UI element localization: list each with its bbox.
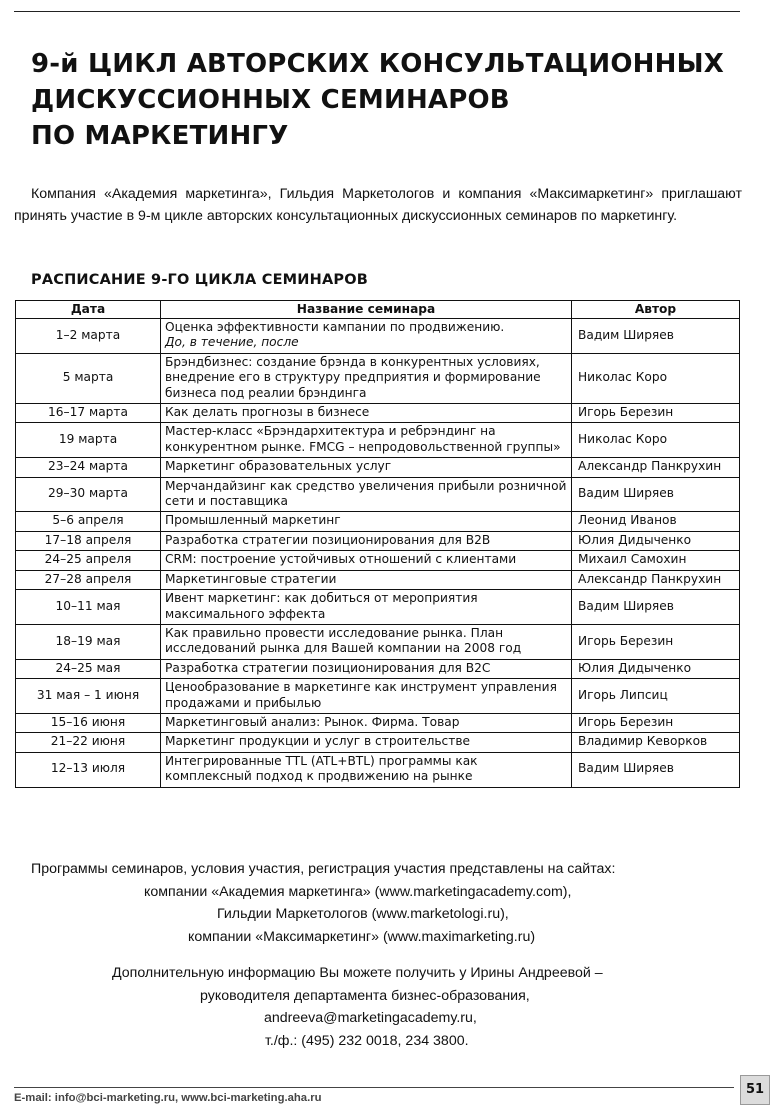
seminar-name: Маркетинговый анализ: Рынок. Фирма. Товар <box>165 714 460 729</box>
schedule-body <box>16 319 740 788</box>
top-rule <box>14 11 740 12</box>
column-header-date: Дата <box>16 301 161 319</box>
table-row <box>16 733 740 752</box>
table-header-row <box>16 301 740 319</box>
seminar-author: Игорь Березин <box>572 404 740 423</box>
seminar-date: 12–13 июля <box>16 752 161 787</box>
seminar-name: CRM: построение устойчивых отношений с клиентами <box>165 552 517 567</box>
contact-email: andreeva@marketingacademy.ru, <box>264 1010 477 1026</box>
seminar-author: Михаил Самохин <box>572 551 740 570</box>
seminar-name: Промышленный маркетинг <box>165 513 341 528</box>
schedule-table <box>15 300 740 788</box>
seminar-date: 10–11 мая <box>16 590 161 625</box>
seminar-date: 16–17 марта <box>16 404 161 423</box>
seminar-name: Ивент маркетинг: как добиться от мероприятия максимального эффекта <box>165 591 478 621</box>
seminar-name-cell <box>161 423 572 458</box>
seminar-author: Вадим Ширяев <box>572 319 740 354</box>
seminar-name-cell <box>161 679 572 714</box>
page-number: 51 <box>740 1075 770 1105</box>
seminar-name-cell <box>161 404 572 423</box>
seminar-date: 24–25 апреля <box>16 551 161 570</box>
seminar-name: Как делать прогнозы в бизнесе <box>165 405 370 420</box>
seminar-name-cell <box>161 713 572 732</box>
table-row <box>16 423 740 458</box>
seminar-date: 23–24 марта <box>16 458 161 477</box>
seminar-author: Игорь Березин <box>572 624 740 659</box>
footer-info <box>14 858 742 1052</box>
title-line-3: ПО МАРКЕТИНГУ <box>31 121 289 151</box>
bottom-rule <box>14 1087 734 1088</box>
seminar-author: Игорь Липсиц <box>572 679 740 714</box>
seminar-author: Юлия Дидыченко <box>572 659 740 678</box>
seminar-name-cell <box>161 477 572 512</box>
seminar-date: 1–2 марта <box>16 319 161 354</box>
seminar-date: 18–19 мая <box>16 624 161 659</box>
table-row <box>16 531 740 550</box>
seminar-name-cell <box>161 733 572 752</box>
seminar-name-cell <box>161 590 572 625</box>
table-row <box>16 590 740 625</box>
table-row <box>16 477 740 512</box>
seminar-note: До, в течение, после <box>165 335 299 350</box>
seminar-name: Разработка стратегии позиционирования для B2B <box>165 532 491 547</box>
seminar-author: Игорь Березин <box>572 713 740 732</box>
seminar-name-cell <box>161 551 572 570</box>
seminar-author: Николас Коро <box>572 423 740 458</box>
seminar-date: 5–6 апреля <box>16 512 161 531</box>
intro-paragraph: Компания «Академия маркетинга», Гильдия Маркетологов и компания «Максимаркетинг» приглашают принять участие в 9-м цикле авторских консультационных дискуссионных семинаров по маркетингу. <box>14 186 742 224</box>
seminar-name: Оценка эффективности кампании по продвижению. <box>165 320 505 334</box>
programs-line-2: компании «Академия маркетинга» (www.marketingacademy.com), <box>144 883 572 900</box>
table-row <box>16 512 740 531</box>
contact-phone: т./ф.: (495) 232 0018, 234 3800. <box>265 1032 469 1049</box>
seminar-name-cell <box>161 659 572 678</box>
seminar-author: Александр Панкрухин <box>572 458 740 477</box>
seminar-name-cell <box>161 752 572 787</box>
seminar-name: Ценообразование в маркетинге как инструмент управления продажами и прибылью <box>165 680 557 710</box>
table-row <box>16 713 740 732</box>
contact-line-1: Дополнительную информацию Вы можете получить у Ирины Андреевой – <box>112 965 603 981</box>
footer-email: E-mail: info@bci-marketing.ru, www.bci-marketing.aha.ru <box>14 1092 322 1104</box>
seminar-name-cell <box>161 353 572 403</box>
seminar-name-cell <box>161 624 572 659</box>
seminar-name: Как правильно провести исследование рынка. План исследований рынка для Вашей компании на 2008 год <box>165 625 522 656</box>
seminar-author: Вадим Ширяев <box>572 752 740 787</box>
seminar-date: 31 мая – 1 июня <box>16 679 161 714</box>
seminar-date: 24–25 мая <box>16 659 161 678</box>
seminar-name-cell <box>161 531 572 550</box>
table-row <box>16 679 740 714</box>
seminar-name-cell <box>161 319 572 354</box>
table-row <box>16 659 740 678</box>
table-row <box>16 353 740 403</box>
seminar-name: Разработка стратегии позиционирования для B2C <box>165 660 491 675</box>
seminar-name: Интегрированные TTL (ATL+BTL) программы как комплексный подход к продвижению на рынке <box>165 753 478 784</box>
table-row <box>16 458 740 477</box>
seminar-name: Мастер-класс «Брэндархитектура и ребрэндинг на конкурентном рынке. FMCG – непродовольственной группы» <box>165 424 561 454</box>
seminar-author: Александр Панкрухин <box>572 570 740 589</box>
contact-line-2: руководителя департамента бизнес-образования, <box>200 987 530 1004</box>
seminar-name: Маркетинг образовательных услуг <box>165 459 392 474</box>
seminar-name: Брэндбизнес: создание брэнда в конкурентных условиях, внедрение его в структуру предприятия и формирование бизнеса под реалии брэндинга <box>165 354 541 400</box>
table-row <box>16 752 740 787</box>
schedule-heading: РАСПИСАНИЕ 9-ГО ЦИКЛА СЕМИНАРОВ <box>31 272 368 288</box>
title-line-1: 9-й ЦИКЛ АВТОРСКИХ КОНСУЛЬТАЦИОННЫХ <box>31 49 724 79</box>
seminar-author: Юлия Дидыченко <box>572 531 740 550</box>
seminar-name-cell <box>161 570 572 589</box>
programs-line-3: Гильдии Маркетологов (www.marketologi.ru), <box>217 906 509 922</box>
seminar-name-cell <box>161 458 572 477</box>
table-row <box>16 319 740 354</box>
table-row <box>16 624 740 659</box>
programs-line-4: компании «Максимаркетинг» (www.maximarketing.ru) <box>188 928 536 945</box>
seminar-date: 21–22 июня <box>16 733 161 752</box>
seminar-date: 29–30 марта <box>16 477 161 512</box>
table-row <box>16 404 740 423</box>
seminar-date: 27–28 апреля <box>16 570 161 589</box>
seminar-author: Вадим Ширяев <box>572 590 740 625</box>
seminar-author: Владимир Кеворков <box>572 733 740 752</box>
seminar-author: Вадим Ширяев <box>572 477 740 512</box>
column-header-name: Название семинара <box>161 301 572 319</box>
seminar-name: Маркетинговые стратегии <box>165 571 337 586</box>
title-line-2: ДИСКУССИОННЫХ СЕМИНАРОВ <box>31 85 510 115</box>
page-title <box>31 46 724 154</box>
table-row <box>16 551 740 570</box>
seminar-name-cell <box>161 512 572 531</box>
seminar-date: 5 марта <box>16 353 161 403</box>
seminar-date: 15–16 июня <box>16 713 161 732</box>
seminar-author: Леонид Иванов <box>572 512 740 531</box>
table-row <box>16 570 740 589</box>
seminar-date: 19 марта <box>16 423 161 458</box>
seminar-name: Мерчандайзинг как средство увеличения прибыли розничной сети и поставщика <box>165 478 567 509</box>
column-header-author: Автор <box>572 301 740 319</box>
seminar-date: 17–18 апреля <box>16 531 161 550</box>
seminar-name: Маркетинг продукции и услуг в строительстве <box>165 734 471 749</box>
programs-line-1: Программы семинаров, условия участия, регистрация участия представлены на сайтах: <box>31 861 616 877</box>
seminar-author: Николас Коро <box>572 353 740 403</box>
